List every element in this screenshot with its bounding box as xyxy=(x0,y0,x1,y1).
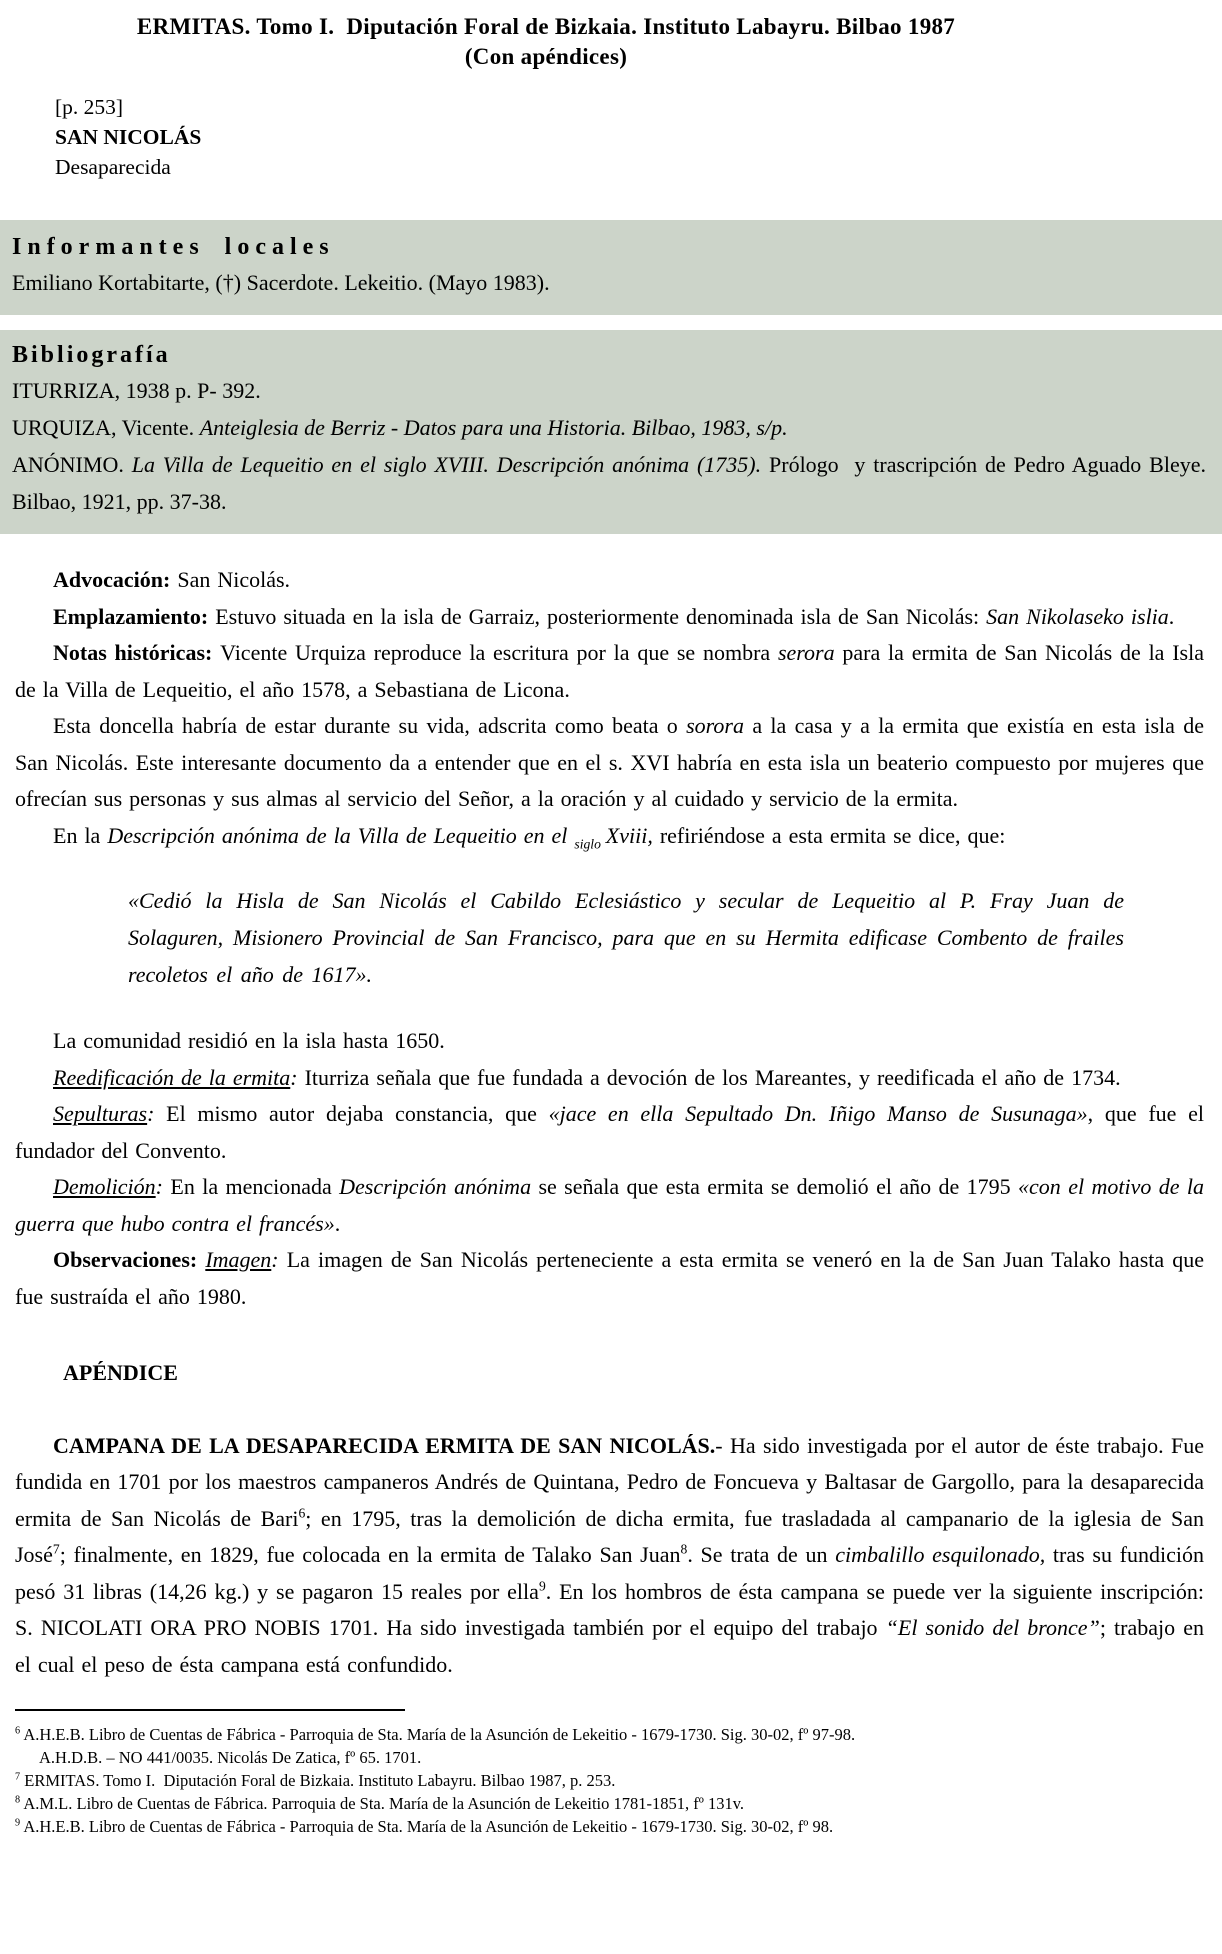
body-text xyxy=(0,534,1222,1683)
quote-block: «Cedió la Hisla de San Nicolás el Cabildo Eclesiástico y secular de Lequeitio al P. Fray Juan de Solaguren, Misionero Provincial de San Francisco, para que en su Hermita edificase Combento de frailes recoletos el año de 1617». xyxy=(128,888,1124,987)
page-reference: [p. 253] xyxy=(55,95,124,119)
bibliography-entry: ANÓNIMO. La Villa de Lequeitio en el siglo XVIII. Descripción anónima (1735). Prólogo y trascripción de Pedro Aguado Bleye. Bilbao, 1921, pp. 37-38. xyxy=(12,452,1206,514)
paragraph: La comunidad residió en la isla hasta 1650. xyxy=(53,1028,445,1053)
informantes-section xyxy=(0,220,1222,315)
footnote: $^6$ A.H.E.B. Libro de Cuentas de Fábrica - Parroquia de Sta. María de la Asunción de Lekeitio - 1679-1730. Sig. 30-02, fº 97-98. xyxy=(15,1725,856,1744)
document-title: ERMITAS. Tomo I. Diputación Foral de Bizkaia. Instituto Labayru. Bilbao 1987 xyxy=(136,14,956,39)
paragraph: Sepulturas: El mismo autor dejaba constancia, que «jace en ella Sepultado Dn. Iñigo Manso de Susunaga», que fue el fundador del Convento. xyxy=(15,1101,1205,1163)
bibliografia-section xyxy=(0,330,1222,534)
document-header xyxy=(0,12,1092,72)
paragraph: CAMPANA DE LA DESAPARECIDA ERMITA DE SAN NICOLÁS.- Ha sido investigada por el autor de éste trabajo. Fue fundida en 1701 por los maestros campaneros Andrés de Quintana, Pedro de Foncueva y Baltasar de Gargollo, para la desaparecida ermita de San Nicolás de Bari$^6$; en 1795, tras la demolición de dicha ermita, fue trasladada al campanario de la iglesia de San José$^7$; finalmente, en 1829, fue colocada en la ermita de Talako San Juan$^8$. Se trata de un cimbalillo esquilonado, tras su fundición pesó 31 libras (14,26 kg.) y se pagaron 15 reales por ella$^9$. En los hombros de ésta campana se puede ver la siguiente inscripción: S. NICOLATI ORA PRO NOBIS 1701. Ha sido investigada también por el equipo del trabajo “El sonido del bronce”; trabajo en el cual el peso de ésta campana está confundido. xyxy=(15,1432,1204,1677)
footnote: $^8$ A.M.L. Libro de Cuentas de Fábrica. Parroquia de Sta. María de la Asunción de Lekeitio 1781-1851, fº 131v. xyxy=(15,1794,745,1813)
paragraph: Esta doncella habría de estar durante su vida, adscrita como beata o sorora a la casa y a la ermita que existía en esta isla de San Nicolás. Este interesante documento da a entender que en el s. XVI habría en esta isla un beaterio compuesto por mujeres que ofrecían sus personas y sus almas al servicio del Señor, a la oración y al cuidado y servicio de la ermita. xyxy=(15,713,1204,811)
entry-meta xyxy=(55,92,1222,182)
footnote-continuation: A.H.D.B. – NO 441/0035. Nicolás De Zatica, fº 65. 1701. xyxy=(39,1748,422,1767)
informantes-heading: Informantes locales xyxy=(12,234,335,260)
bibliography-entry: URQUIZA, Vicente. Anteiglesia de Berriz - Datos para una Historia. Bilbao, 1983, s/p. xyxy=(12,415,788,440)
bibliografia-entries xyxy=(12,372,1206,520)
footnote-lines xyxy=(15,1723,1202,1838)
footnotes-section xyxy=(0,1709,1222,1838)
document-subtitle: (Con apéndices) xyxy=(464,44,628,69)
paragraph: Notas históricas: Vicente Urquiza reproduce la escritura por la que se nombra serora para la ermita de San Nicolás de la Isla de la Villa de Lequeitio, el año 1578, a Sebastiana de Licona. xyxy=(15,640,1204,702)
entry-status: Desaparecida xyxy=(55,155,171,179)
bibliografia-heading: Bibliografía xyxy=(12,342,171,368)
informantes-text: Emiliano Kortabitarte, (†) Sacerdote. Lekeitio. (Mayo 1983). xyxy=(12,270,550,295)
paragraph: Emplazamiento: Estuvo situada en la isla de Garraiz, posteriormente denominada isla de San Nicolás: San Nikolaseko islia. xyxy=(53,603,1175,629)
paragraph: Advocación: San Nicolás. xyxy=(53,567,291,592)
paragraph: Reedificación de la ermita: Iturriza señala que fue fundada a devoción de los Mareantes, y reedificada el año de 1734. xyxy=(53,1064,1121,1090)
entry-title: SAN NICOLÁS xyxy=(55,125,202,149)
footnote: $^9$ A.H.E.B. Libro de Cuentas de Fábrica - Parroquia de Sta. María de la Asunción de Lekeitio - 1679-1730. Sig. 30-02, fº 98. xyxy=(15,1817,834,1836)
footnote-separator xyxy=(15,1709,405,1711)
paragraph: Demolición: En la mencionada Descripción anónima se señala que esta ermita se demolió el año de 1795 «con el motivo de la guerra que hubo contra el francés». xyxy=(15,1174,1204,1236)
paragraph: Observaciones: Imagen: La imagen de San Nicolás perteneciente a esta ermita se veneró en la de San Juan Talako hasta que fue sustraída el año 1980. xyxy=(15,1247,1204,1309)
section-heading: APÉNDICE xyxy=(63,1360,178,1385)
paragraph: En la Descripción anónima de la Villa de Lequeitio en el $_{siglo}$ Xviii, refiriéndose a esta ermita se dice, que: xyxy=(53,822,1006,851)
footnote: $^7$ ERMITAS. Tomo I. Diputación Foral de Bizkaia. Instituto Labayru. Bilbao 1987, p. 253. xyxy=(15,1771,616,1790)
bibliography-entry: ITURRIZA, 1938 p. P- 392. xyxy=(12,378,261,403)
